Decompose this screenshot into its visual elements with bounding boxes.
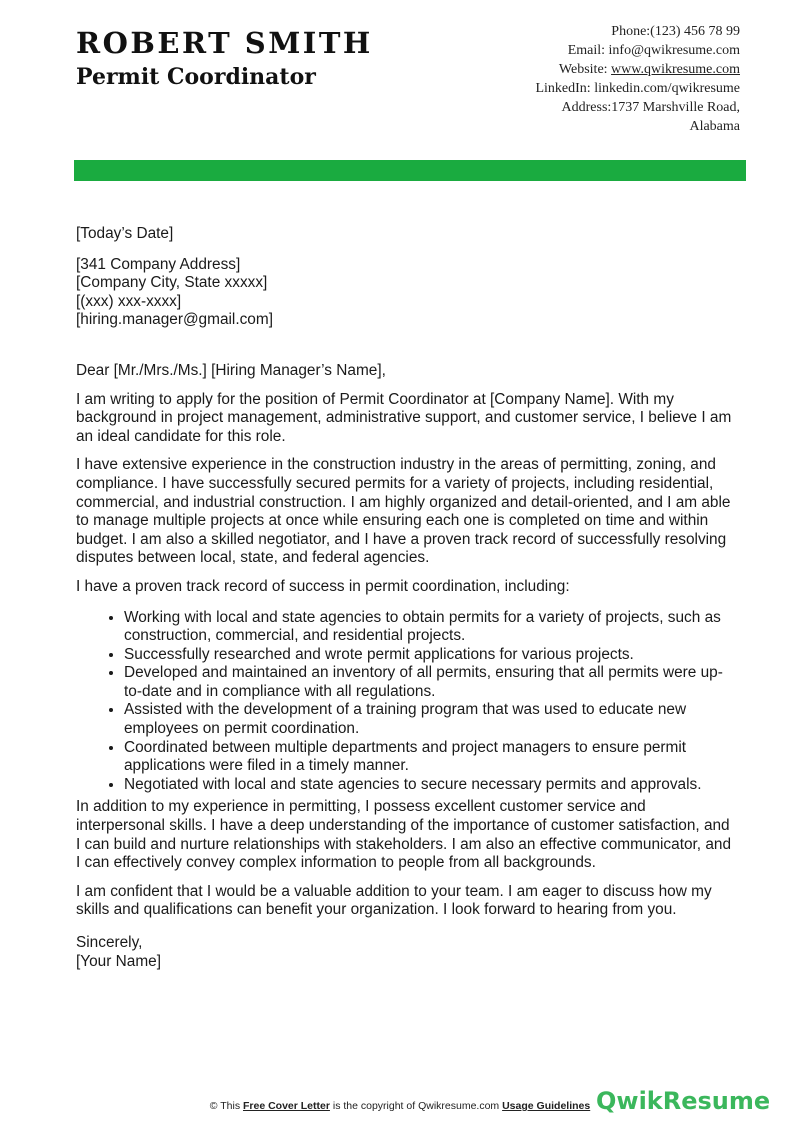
contact-linkedin: LinkedIn: linkedin.com/qwikresume: [535, 81, 740, 96]
recipient-line: [(xxx) xxx-xxxx]: [76, 292, 182, 310]
recipient-line: [Company City, State xxxxx]: [76, 274, 268, 292]
recipient-line: [341 Company Address]: [76, 255, 241, 273]
list-item: • Developed and maintained an inventory of all permits, ensuring that all permits were up-to-date and in compliance with all regulations.: [124, 664, 736, 701]
contact-email: Email: info@qwikresume.com: [567, 43, 740, 58]
contact-address-line-2: Alabama: [689, 119, 740, 134]
footer-middle: is the copyright of Qwikresume.com: [329, 1100, 503, 1112]
sign-off-block: [76, 934, 736, 971]
contact-website: [440, 60, 740, 79]
list-item: • Working with local and state agencies to obtain permits for a variety of projects, such as construction, commercial, and residential projects.: [124, 609, 736, 646]
contact-website-label: Website:: [558, 62, 612, 77]
list-item: • Coordinated between multiple departments and project managers to ensure permit applications were filed in a timely manner.: [124, 739, 736, 776]
contact-phone: Phone:(123) 456 78 99: [611, 24, 740, 39]
paragraph-track-record: I have a proven track record of success in permit coordination, including:: [76, 577, 570, 595]
footer-prefix: © This: [209, 1100, 243, 1112]
recipient-address: [76, 256, 736, 330]
website-link[interactable]: www.qwikresume.com: [611, 62, 740, 77]
letter-greeting: Dear [Mr./Mrs./Ms.] [Hiring Manager’s Name],: [76, 361, 386, 379]
header-accent-bar: [74, 160, 746, 181]
sign-off: Sincerely,: [76, 934, 143, 951]
footer-copyright: [0, 1100, 800, 1112]
list-item: • Assisted with the development of a training program that was used to educate new employees on permit coordination.: [124, 701, 736, 738]
qwikresume-logo: QwikResume: [596, 1087, 771, 1115]
list-item: • Negotiated with local and state agencies to secure necessary permits and approvals.: [124, 776, 736, 795]
paragraph-skills: In addition to my experience in permitting, I possess excellent customer service and interpersonal skills. I have a deep understanding of the importance of customer satisfaction, and I can build and nurture relationships with stakeholders. I am also an effective communicator, and I can effectively convey complex information to people from all backgrounds.: [76, 798, 732, 872]
achievements-list: [76, 609, 736, 795]
applicant-role: Permit Coordinator: [76, 64, 316, 90]
free-cover-letter-link[interactable]: Free Cover Letter: [242, 1100, 330, 1112]
paragraph-intro: I am writing to apply for the position of Permit Coordinator at [Company Name]. With my background in project management, administrative support, and customer service, I believe I am an ideal candidate for this role.: [76, 390, 732, 445]
applicant-name: ROBERT SMITH: [76, 26, 373, 60]
paragraph-closing: I am confident that I would be a valuable addition to your team. I am eager to discuss how my skills and qualifications can benefit your organization. I look forward to hearing from you.: [76, 882, 712, 919]
signature: [Your Name]: [76, 952, 161, 970]
letter-date: [Today’s Date]: [76, 225, 174, 242]
usage-guidelines-link[interactable]: Usage Guidelines: [502, 1100, 591, 1112]
contact-block: [440, 22, 740, 136]
recipient-line: [hiring.manager@gmail.com]: [76, 311, 273, 329]
paragraph-experience: I have extensive experience in the construction industry in the areas of permitting, zoning, and compliance. I have successfully secured permits for a variety of projects, including residential, commercial, and industrial construction. I am highly organized and detail-oriented, and I am able to manage multiple projects at once while ensuring each one is completed on time and within budget. I am also a skilled negotiator, and I have a proven track record of successfully resolving disputes between local, state, and federal agencies.: [76, 456, 731, 567]
list-item: • Successfully researched and wrote permit applications for various projects.: [124, 646, 736, 665]
contact-address-line-1: Address:1737 Marshville Road,: [561, 100, 740, 115]
letter-body: [76, 225, 736, 971]
